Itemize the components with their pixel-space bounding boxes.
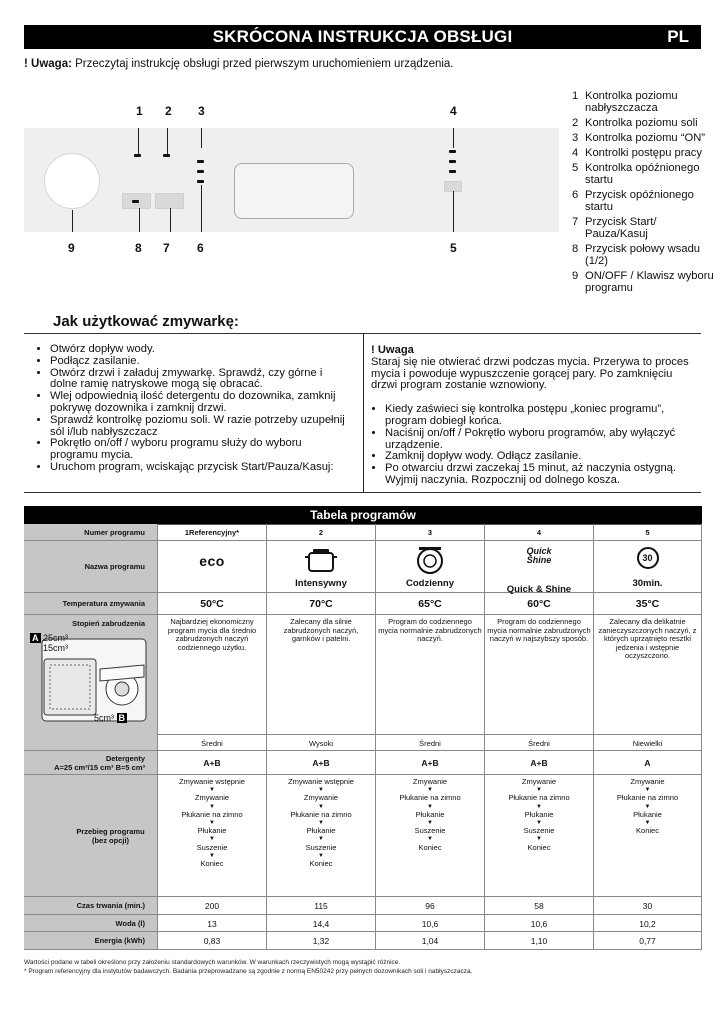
program-soil-level: Niewielki [632, 739, 663, 748]
program-1-det [158, 751, 267, 775]
program-step: Koniec [418, 842, 442, 852]
program-soil-level: Średni [419, 739, 441, 748]
program-1-water [158, 915, 267, 932]
program-1-name [158, 541, 267, 593]
program-soil-level: Wysoki [308, 739, 334, 748]
program-4-soillvl [485, 735, 594, 751]
program-step: Zmywanie wstępnie [179, 777, 245, 786]
program-name: Intensywny [295, 578, 347, 589]
program-3-time [376, 897, 485, 915]
pot-icon [267, 541, 375, 575]
program-soil-level: Średni [201, 739, 223, 748]
program-temperature: 65°C [418, 598, 442, 610]
program-step: Płukanie [306, 826, 336, 836]
warning-line [24, 58, 454, 70]
program-step: Płukanie na zimno [508, 793, 570, 803]
program-steps [594, 775, 701, 835]
program-3-num [376, 524, 485, 541]
progress-indicator [197, 180, 204, 183]
program-1-soil [158, 615, 267, 735]
control-panel [24, 128, 559, 232]
program-step: Koniec [636, 826, 659, 836]
program-detergent: A [644, 758, 651, 768]
program-2-flow [267, 775, 376, 897]
row-label-text: Detergenty [105, 754, 145, 763]
program-steps [158, 775, 266, 868]
arrow-down-icon: ▼ [536, 836, 542, 843]
program-5-time [594, 897, 702, 915]
arrow-down-icon: ▼ [318, 820, 324, 827]
program-2-det [267, 751, 376, 775]
row-label-name [24, 541, 158, 593]
panel-legend [570, 90, 720, 297]
program-step: Zmywanie wstępnie [288, 777, 354, 786]
program-1-num [158, 524, 267, 541]
program-step: Zmywanie [194, 793, 230, 803]
program-table [24, 506, 702, 952]
program-number: 1Referencyjny* [184, 528, 240, 537]
program-steps [376, 775, 484, 852]
program-2-water [267, 915, 376, 932]
program-4-num [485, 524, 594, 541]
program-energy: 0,77 [639, 936, 656, 946]
program-step: Zmywanie [521, 777, 557, 786]
footnote: * Program referencyjny dla instytutów badawczych. Badania przeprowadzane są zgodnie z normą EN50242 przy pełnych dozownikach soli i nabłyszczacza. [24, 968, 473, 975]
program-time: 200 [204, 901, 220, 911]
program-2-energy [267, 932, 376, 950]
list-item: • Kiedy zaświeci się kontrolka postępu „koniec programu”, program dobiegł końca. [385, 404, 701, 428]
program-steps [485, 775, 593, 852]
program-name: Quick & Shine [506, 584, 572, 595]
arrow-down-icon: ▼ [427, 787, 433, 794]
arrow-down-icon: ▼ [209, 787, 215, 794]
callout-9: 9 [68, 241, 75, 255]
list-item: • Naciśnij on/off / Pokrętło wyboru programów, aby wyłączyć urządzenie. [385, 428, 701, 452]
warning-text: Przeczytaj instrukcję obsługi przed pierwszym uruchomieniem urządzenia. [75, 58, 454, 70]
list-item: • Otwórz drzwi i załaduj zmywarkę. Sprawdź, czy górne i dolne ramię natryskowe mogą się obracać. [50, 368, 348, 392]
program-5-soil [594, 615, 702, 735]
callout-8: 8 [135, 241, 142, 255]
program-soil-level: Średni [528, 739, 550, 748]
row-label-soil [24, 615, 158, 751]
program-step: Płukanie na zimno [290, 809, 352, 819]
program-step: Suszenie [414, 826, 446, 836]
program-3-flow [376, 775, 485, 897]
program-time: 115 [314, 901, 328, 911]
program-detergent: A+B [421, 758, 439, 768]
program-name: Codzienny [405, 578, 455, 589]
list-item: • Uruchom program, wciskając przycisk Start/Pauza/Kasuj: [50, 462, 348, 474]
row-label-text: Przebieg programu [76, 827, 145, 836]
header-bar [24, 25, 701, 49]
program-temperature: 70°C [309, 598, 333, 610]
program-knob[interactable] [44, 153, 100, 209]
legend-item: 4 Kontrolki postępu pracy [572, 147, 702, 159]
callout-4: 4 [450, 104, 457, 118]
footnotes [24, 958, 472, 976]
legend-item: 2 Kontrolka poziomu soli [572, 117, 698, 129]
program-name: 30min. [632, 578, 663, 589]
program-step: Płukanie na zimno [616, 793, 679, 803]
row-label-text: Stopień zabrudzenia [72, 619, 145, 628]
program-step: Suszenie [523, 826, 555, 836]
program-5-name [594, 541, 702, 593]
eco-icon [158, 541, 266, 575]
program-4-det [485, 751, 594, 775]
program-2-num [267, 524, 376, 541]
row-label-det [24, 751, 158, 775]
program-step: Płukanie [524, 809, 554, 819]
program-detergent: A+B [312, 758, 330, 768]
arrow-down-icon: ▼ [209, 852, 215, 859]
program-temperature: 60°C [527, 598, 551, 610]
row-label-text: Woda (l) [115, 918, 145, 928]
program-step: Płukanie na zimno [399, 793, 461, 803]
list-item: • Sprawdź kontrolkę poziomu soli. W razie potrzeby uzupełnij sól i/lub nabłyszczacz [50, 415, 348, 439]
arrow-down-icon: ▼ [427, 836, 433, 843]
list-item: • Po otwarciu drzwi zaczekaj 15 minut, aż naczynia ostygną. Wyjmij naczynia. Rozpocznij od dolnego kosza. [385, 463, 701, 487]
list-item: • Otwórz dopływ wody. [50, 344, 348, 356]
program-water: 13 [207, 918, 217, 929]
legend-item: 5 Kontrolka opóźnionego startu [572, 162, 700, 186]
program-water: 10,2 [639, 918, 656, 929]
row-label-text: A=25 cm³/15 cm³ B=5 cm³ [54, 763, 145, 772]
program-time: 30 [642, 901, 653, 911]
arrow-down-icon: ▼ [644, 820, 651, 827]
delay-indicator [449, 170, 456, 173]
footnote: Wartości podane w tabeli określono przy założeniu standardowych warunków. W warunkach rzeczywistych mogą wystąpić różnice. [24, 959, 401, 966]
program-step: Płukanie [197, 826, 227, 836]
program-step: Koniec [309, 859, 333, 869]
list-item: • Podłącz zasilanie. [50, 356, 348, 368]
dispenser-a-label: A 25cm³ 15cm³ [32, 633, 69, 653]
arrow-down-icon: ▼ [209, 803, 215, 810]
legend-item: 9 ON/OFF / Klawisz wyboru programu [572, 270, 714, 294]
row-label-temp [24, 593, 158, 615]
program-3-water [376, 915, 485, 932]
howto-heading: Jak użytkować zmywarkę: [53, 313, 239, 330]
arrow-down-icon: ▼ [209, 836, 215, 843]
legend-item: 1 Kontrolka poziomu nabłyszczacza [572, 90, 678, 114]
program-4-time [485, 897, 594, 915]
on-indicator [197, 160, 204, 163]
arrow-down-icon: ▼ [644, 803, 651, 810]
program-3-temp [376, 593, 485, 615]
arrow-down-icon: ▼ [318, 803, 324, 810]
program-temperature: 35°C [635, 598, 660, 610]
program-step: Suszenie [196, 842, 228, 852]
program-step: Koniec [527, 842, 551, 852]
progress-indicator [197, 170, 204, 173]
row-label-text: Nazwa programu [84, 562, 145, 571]
warning-label: ! Uwaga: [24, 58, 72, 70]
note-title: ! Uwaga [371, 344, 414, 356]
program-3-name [376, 541, 485, 593]
legend-item: 6 Przycisk opóźnionego startu [572, 189, 694, 213]
program-4-water [485, 915, 594, 932]
program-detergent: A+B [530, 758, 548, 768]
program-4-energy [485, 932, 594, 950]
program-5-water [594, 915, 702, 932]
program-5-flow [594, 775, 702, 897]
row-label-flow [24, 775, 158, 897]
program-3-soillvl [376, 735, 485, 751]
program-water: 14,4 [312, 918, 330, 929]
program-3-det [376, 751, 485, 775]
language-code: PL [667, 27, 689, 46]
row-label-text: Czas trwania (min.) [76, 901, 145, 910]
callout-1: 1 [136, 104, 143, 118]
display-window [234, 163, 354, 219]
program-temperature: 50°C [200, 598, 224, 610]
row-label-num [24, 524, 158, 541]
program-5-num [594, 524, 702, 541]
rinse-aid-indicator [134, 154, 141, 157]
program-number: 3 [427, 528, 433, 537]
timer-30-icon: 30 [594, 541, 701, 575]
program-number: 2 [318, 528, 324, 537]
callout-6: 6 [197, 241, 204, 255]
table-title: Tabela programów [24, 506, 702, 524]
program-energy: 1,10 [530, 936, 548, 946]
row-label-water [24, 915, 158, 932]
arrow-down-icon: ▼ [536, 787, 542, 794]
row-label-text: Temperatura zmywania [62, 599, 145, 608]
program-4-soil [485, 615, 594, 735]
list-item: • Zamknij dopływ wody. Odłącz zasilanie. [385, 451, 701, 463]
quick-shine-icon: Quick Shine [526, 546, 552, 565]
program-description: Program do codziennego mycia normalnie zabrudzonych naczyń. [378, 617, 482, 644]
list-item: • Wlej odpowiednią ilość detergentu do dozownika, zamknij pokrywę dozownika i zamknij drzwi. [50, 391, 348, 415]
legend-item: 7 Przycisk Start/ Pauza/Kasuj [572, 216, 657, 240]
program-3-energy [376, 932, 485, 950]
legend-item: 8 Przycisk połowy wsadu (1/2) [572, 243, 701, 267]
arrow-down-icon: ▼ [318, 852, 324, 859]
program-step: Płukanie na zimno [181, 809, 243, 819]
plate-icon [376, 541, 484, 575]
row-label-text: Energia (kWh) [94, 936, 145, 945]
row-label-text: (bez opcji) [91, 836, 130, 845]
program-step: Koniec [200, 859, 224, 869]
callout-7: 7 [163, 241, 170, 255]
program-4-temp [485, 593, 594, 615]
program-4-name [485, 541, 594, 593]
program-number: 5 [645, 528, 650, 537]
program-description: Zalecany dla silnie zabrudzonych naczyń, garnków i patelni. [283, 617, 359, 644]
program-5-temp [594, 593, 702, 615]
dispenser-b-label: 5cm³ B [94, 713, 126, 723]
program-2-soil [267, 615, 376, 735]
program-step: Zmywanie [630, 777, 665, 786]
legend-item: 3 Kontrolka poziomu “ON” [572, 132, 705, 144]
program-5-energy [594, 932, 702, 950]
arrow-down-icon: ▼ [536, 820, 542, 827]
program-2-soillvl [267, 735, 376, 751]
program-1-temp [158, 593, 267, 615]
program-detergent: A+B [203, 758, 221, 768]
program-1-energy [158, 932, 267, 950]
program-number: 4 [536, 528, 542, 537]
program-steps [267, 775, 375, 868]
progress-indicator [449, 160, 456, 163]
row-label-time [24, 897, 158, 915]
program-5-soillvl [594, 735, 702, 751]
arrow-down-icon: ▼ [209, 820, 215, 827]
program-1-time [158, 897, 267, 915]
program-5-det [594, 751, 702, 775]
program-step: Zmywanie [303, 793, 339, 803]
start-pause-button[interactable] [155, 193, 184, 209]
howto-note [371, 345, 701, 487]
program-water: 10,6 [530, 918, 548, 929]
arrow-down-icon: ▼ [644, 787, 651, 794]
row-label-energy [24, 932, 158, 950]
arrow-down-icon: ▼ [427, 820, 433, 827]
program-1-soillvl [158, 735, 267, 751]
program-2-name [267, 541, 376, 593]
program-step: Płukanie [633, 809, 662, 819]
arrow-down-icon: ▼ [318, 787, 324, 794]
program-time: 96 [425, 901, 435, 911]
program-energy: 1,04 [421, 936, 439, 946]
program-time: 58 [534, 901, 544, 911]
program-step: Suszenie [305, 842, 337, 852]
program-step: Zmywanie [412, 777, 448, 786]
program-2-time [267, 897, 376, 915]
program-1-flow [158, 775, 267, 897]
row-label-text: Numer programu [84, 527, 145, 537]
page-title: SKRÓCONA INSTRUKCJA OBSŁUGI [212, 27, 513, 46]
program-name: eco [199, 553, 225, 569]
program-description: Zalecany dla delikatnie zanieczyszczonych naczyń, z których uprzątnięto resztki jedzenia i wstępnie oczyszczono. [598, 617, 697, 661]
program-4-flow [485, 775, 594, 897]
program-energy: 1,32 [312, 936, 330, 946]
callout-2: 2 [165, 104, 172, 118]
program-energy: 0,83 [203, 936, 221, 946]
salt-indicator [163, 154, 170, 157]
arrow-down-icon: ▼ [427, 803, 433, 810]
progress-indicator [449, 150, 456, 153]
howto-steps [36, 344, 348, 474]
callout-3: 3 [198, 104, 205, 118]
arrow-down-icon: ▼ [318, 836, 324, 843]
callout-5: 5 [450, 241, 457, 255]
note-text: Staraj się nie otwierać drzwi podczas mycia. Przerywa to proces mycia i powoduje wypuszczenie gorącej pary. Po zamknięciu drzwi program zostanie wznowiony. [371, 355, 689, 392]
program-description: Program do codziennego mycia normalnie zabrudzonych naczyń w najszybszy sposób. [487, 617, 591, 644]
program-3-soil [376, 615, 485, 735]
program-description: Najbardziej ekonomiczny program mycia dla średnio zabrudzonych naczyń codziennego użytku. [167, 617, 257, 652]
program-2-temp [267, 593, 376, 615]
arrow-down-icon: ▼ [536, 803, 542, 810]
program-step: Płukanie [415, 809, 445, 819]
list-item: • Pokrętło on/off / wyboru programu służy do wyboru programu mycia. [50, 438, 348, 462]
program-water: 10,6 [421, 918, 439, 929]
